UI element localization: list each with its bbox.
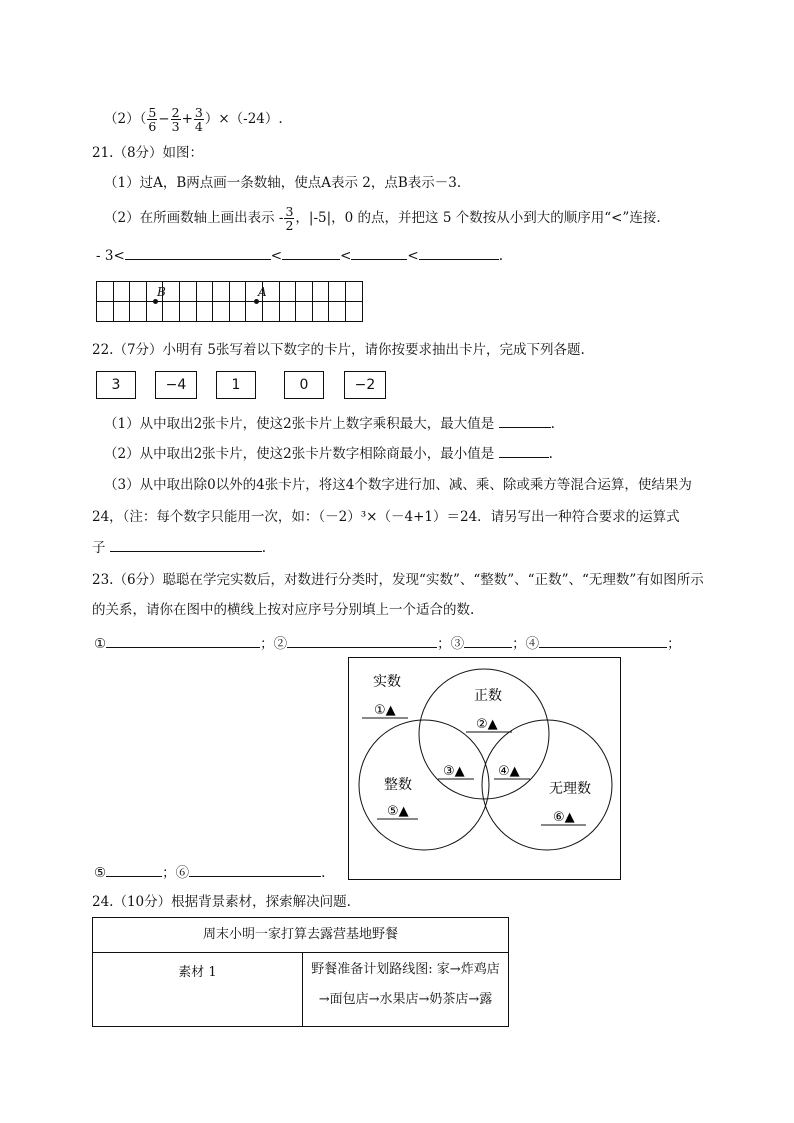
q21-header: 21.（8分）如图： bbox=[92, 145, 204, 161]
number-axis-grid bbox=[96, 281, 363, 322]
answer-blank-3[interactable] bbox=[464, 633, 512, 648]
slot-2: ②▲ bbox=[476, 717, 498, 732]
table-title: 周末小明一家打算去露营基地野餐 bbox=[93, 918, 509, 953]
q20-part2: （2）（ $\frac{5}{6}$ − $\frac{2}{3}$ + $\frac{3}{4}$ ）×（-24）. bbox=[104, 105, 283, 134]
q21-part1: （1）过A，B两点画一条数轴，使点A表示 2，点B表示－3. bbox=[104, 175, 462, 191]
slot-5: ⑤▲ bbox=[387, 804, 409, 819]
q23-line1: 23.（6分）聪聪在学完实数后，对数进行分类时，发现“实数”、“整数”、“正数”、“无理数”有如图所示 bbox=[92, 572, 704, 588]
q22-part3-line1: （3）从中取出除0以外的4张卡片，将这4个数字进行加、减、乘、除或乘方等混合运算，使结果为 bbox=[104, 477, 692, 493]
circle-integer bbox=[359, 720, 489, 850]
card-2: −4 bbox=[155, 371, 197, 399]
point-a bbox=[254, 299, 259, 304]
answer-blank[interactable] bbox=[499, 413, 551, 428]
q23-line2: 的关系，请你在图中的横线上按对应序号分别填上一个适合的数. bbox=[92, 602, 475, 618]
label-positive: 正数 bbox=[474, 688, 502, 704]
answer-blank-1[interactable] bbox=[106, 633, 260, 648]
label-integer: 整数 bbox=[384, 777, 412, 793]
q23-answers-row1[interactable]: ① ；② ；③ ；④ ； bbox=[94, 633, 681, 654]
answer-blank-4[interactable] bbox=[539, 633, 667, 648]
label-irrational: 无理数 bbox=[549, 781, 591, 797]
material-label: 素材 1 bbox=[93, 953, 303, 1027]
material-content: 野餐准备计划路线图: 家→炸鸡店 →面包店→水果店→奶茶店→露 bbox=[303, 953, 509, 1027]
card-3: 1 bbox=[216, 371, 256, 399]
slot-4: ④▲ bbox=[498, 764, 520, 779]
venn-diagram bbox=[348, 657, 622, 881]
point-b bbox=[153, 299, 158, 304]
answer-blank[interactable] bbox=[125, 245, 271, 260]
card-4: 0 bbox=[284, 371, 324, 399]
answer-blank-2[interactable] bbox=[287, 633, 437, 648]
answer-blank[interactable] bbox=[110, 537, 262, 552]
circle-irrational bbox=[482, 720, 612, 850]
q22-part1[interactable]: （1）从中取出2张卡片，使这2张卡片上数字乘积最大，最大值是 . bbox=[104, 413, 555, 434]
q22-part3-line3[interactable]: 子 . bbox=[92, 537, 266, 558]
answer-blank-5[interactable] bbox=[106, 862, 162, 877]
slot-1: ①▲ bbox=[374, 703, 396, 718]
label-b: B bbox=[157, 285, 166, 299]
answer-blank[interactable] bbox=[282, 245, 340, 260]
answer-blank[interactable] bbox=[419, 245, 499, 260]
q22-part2[interactable]: （2）从中取出2张卡片，使这2张卡片数字相除商最小，最小值是 . bbox=[104, 443, 553, 464]
q22-header: 22.（7分）小明有 5张写着以下数字的卡片，请你按要求抽出卡片，完成下列各题. bbox=[92, 342, 585, 358]
answer-blank[interactable] bbox=[499, 443, 549, 458]
q23-answers-row2[interactable]: ⑤ ；⑥ . bbox=[94, 862, 325, 883]
fraction-2-3: $\frac{2}{3}$ bbox=[171, 105, 180, 134]
answer-blank-6[interactable] bbox=[189, 862, 321, 877]
q21-order-answer[interactable]: - 3< < < < . bbox=[96, 245, 503, 266]
slot-6: ⑥▲ bbox=[553, 810, 575, 825]
q21-part2: （2）在所画数轴上画出表示 - $\frac{3}{2}$ ，|-5|，0 的点，并把这 5 个数按从小到大的顺序用“<”连接. bbox=[104, 204, 661, 233]
q24-header: 24.（10分）根据背景素材，探索解决问题. bbox=[92, 894, 351, 910]
label-real: 实数 bbox=[373, 674, 401, 690]
q22-part3-line2: 24，（注：每个数字只能用一次，如：（－2）³×（－4+1）＝24．请另写出一种符合要求的运算式 bbox=[92, 509, 680, 525]
fraction-3-4: $\frac{3}{4}$ bbox=[194, 105, 203, 134]
fraction-3-2: $\frac{3}{2}$ bbox=[285, 204, 294, 233]
material-table bbox=[92, 917, 509, 1027]
label-a: A bbox=[258, 285, 267, 299]
card-5: −2 bbox=[344, 371, 386, 399]
card-1: 3 bbox=[96, 371, 136, 399]
slot-3: ③▲ bbox=[443, 764, 465, 779]
fraction-5-6: $\frac{5}{6}$ bbox=[148, 105, 157, 134]
answer-blank[interactable] bbox=[351, 245, 407, 260]
